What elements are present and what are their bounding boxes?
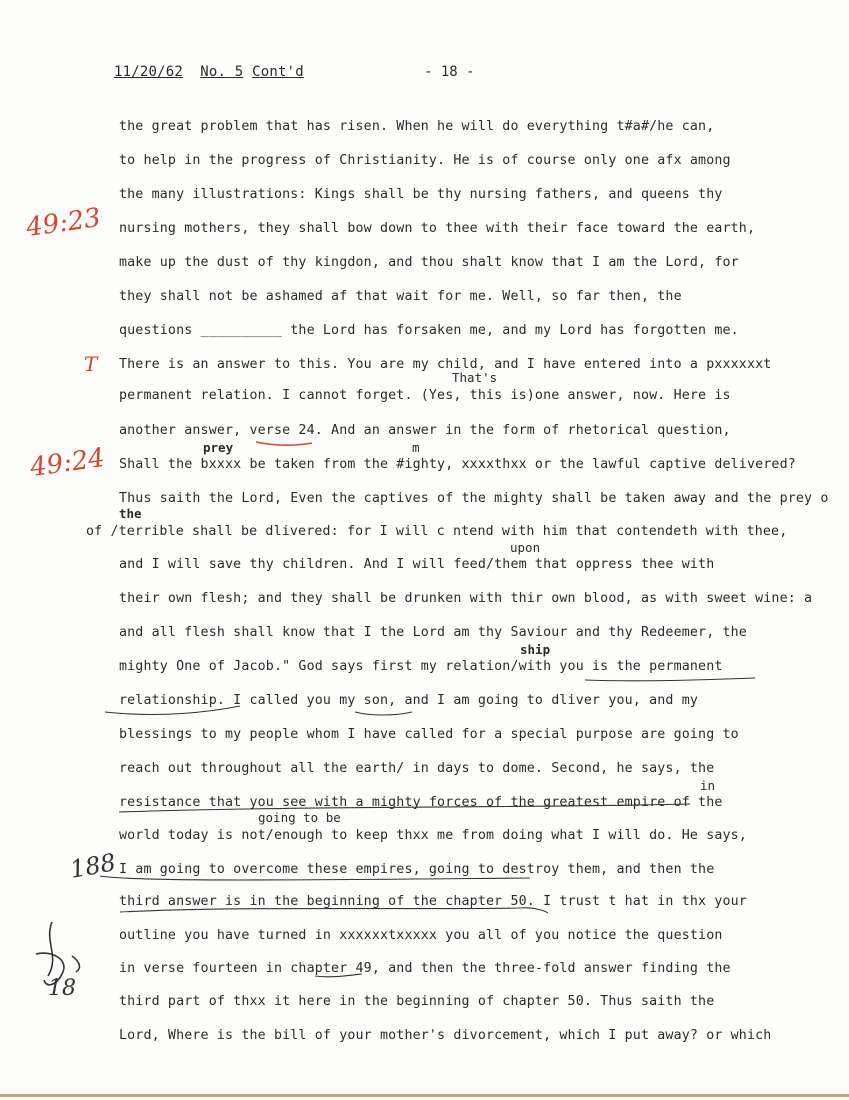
page-number: - 18 - (424, 64, 475, 80)
text-line: world today is not/enough to keep thxx me from doing what I will do. He says, (119, 828, 747, 843)
text-line: and all flesh shall know that I the Lord am thy Saviour and thy Redeemer, the (119, 625, 747, 640)
header-contd: Cont'd (252, 64, 304, 80)
text-line: they shall not be ashamed af that wait for me. Well, so far then, the (119, 289, 682, 304)
insertion-upon: upon (510, 540, 541, 555)
text-line: Lord, Where is the bill of your mother's divorcement, which I put away? or which (119, 1028, 772, 1043)
insertion-the: the (119, 506, 142, 521)
header-date: 11/20/62 (114, 64, 184, 80)
page-bottom-edge (0, 1094, 849, 1097)
insertion-thats: That's (452, 370, 498, 385)
text-line: and I will save thy children. And I will feed/them that oppress thee with (119, 557, 715, 572)
text-line: reach out throughout all the earth/ in days to dome. Second, he says, the (119, 761, 715, 776)
text-line: outline you have turned in xxxxxxtxxxxx you all of you notice the question (119, 928, 723, 943)
insertion-m: m (412, 440, 420, 455)
margin-number-188: 188 (67, 848, 118, 884)
text-line: third answer is in the beginning of the chapter 50. I trust t hat in thx your (119, 894, 747, 909)
text-line: third part of thxx it here in the beginning of chapter 50. Thus saith the (119, 994, 715, 1009)
text-line: resistance that you see with a mighty forces of the greatest empire of the (119, 795, 723, 810)
margin-ref-49-24: 49:24 (28, 442, 107, 484)
insertion-in: in (700, 778, 716, 793)
text-line: of /terrible shall be dlivered: for I will c ntend with him that contendeth with thee, (86, 524, 788, 539)
text-line: blessings to my people whom I have called for a special purpose are going to (119, 727, 739, 742)
text-line: Shall the bxxxx be taken from the #ighty, xxxxthxx or the lawful captive delivered? (119, 457, 796, 472)
text-line: nursing mothers, they shall bow down to thee with their face toward the earth, (119, 221, 756, 236)
text-line: Thus saith the Lord, Even the captives of the mighty shall be taken away and the prey o (119, 491, 829, 506)
insertion-ship: ship (520, 642, 551, 657)
insertion-going-to-be: going to be (258, 810, 341, 825)
text-line: the great problem that has risen. When he will do everything t#a#/he can, (119, 119, 715, 134)
margin-mark: T (84, 352, 98, 376)
text-line: There is an answer to this. You are my child, and I have entered into a pxxxxxxt (119, 357, 772, 372)
text-line: I am going to overcome these empires, going to destroy them, and then the (119, 862, 715, 877)
text-line: mighty One of Jacob." God says first my relation/with you is the permanent (119, 659, 723, 674)
text-line: another answer, verse 24. And an answer in the form of rhetorical question, (119, 423, 731, 438)
text-line: make up the dust of thy kingdon, and thou shalt know that I am the Lord, for (119, 255, 739, 270)
text-line: relationship. I called you my son, and I am going to dliver you, and my (119, 693, 699, 708)
text-line: to help in the progress of Christianity. He is of course only one afx among (119, 153, 731, 168)
text-line: permanent relation. I cannot forget. (Yes, this is)one answer, now. Here is (119, 388, 731, 403)
text-line: in verse fourteen in chapter 49, and then the three-fold answer finding the (119, 961, 731, 976)
insertion-prey: prey (203, 440, 234, 455)
text-line: their own flesh; and they shall be drunken with thir own blood, as with sweet wine: a (119, 591, 813, 606)
text-line: questions __________ the Lord has forsaken me, and my Lord has forgotten me. (119, 323, 739, 338)
margin-ref-49-23: 49:23 (24, 202, 103, 244)
header-number: No. 5 (200, 64, 244, 80)
text-line: the many illustrations: Kings shall be thy nursing fathers, and queens thy (119, 187, 723, 202)
margin-number-18: 18 (48, 976, 76, 1001)
